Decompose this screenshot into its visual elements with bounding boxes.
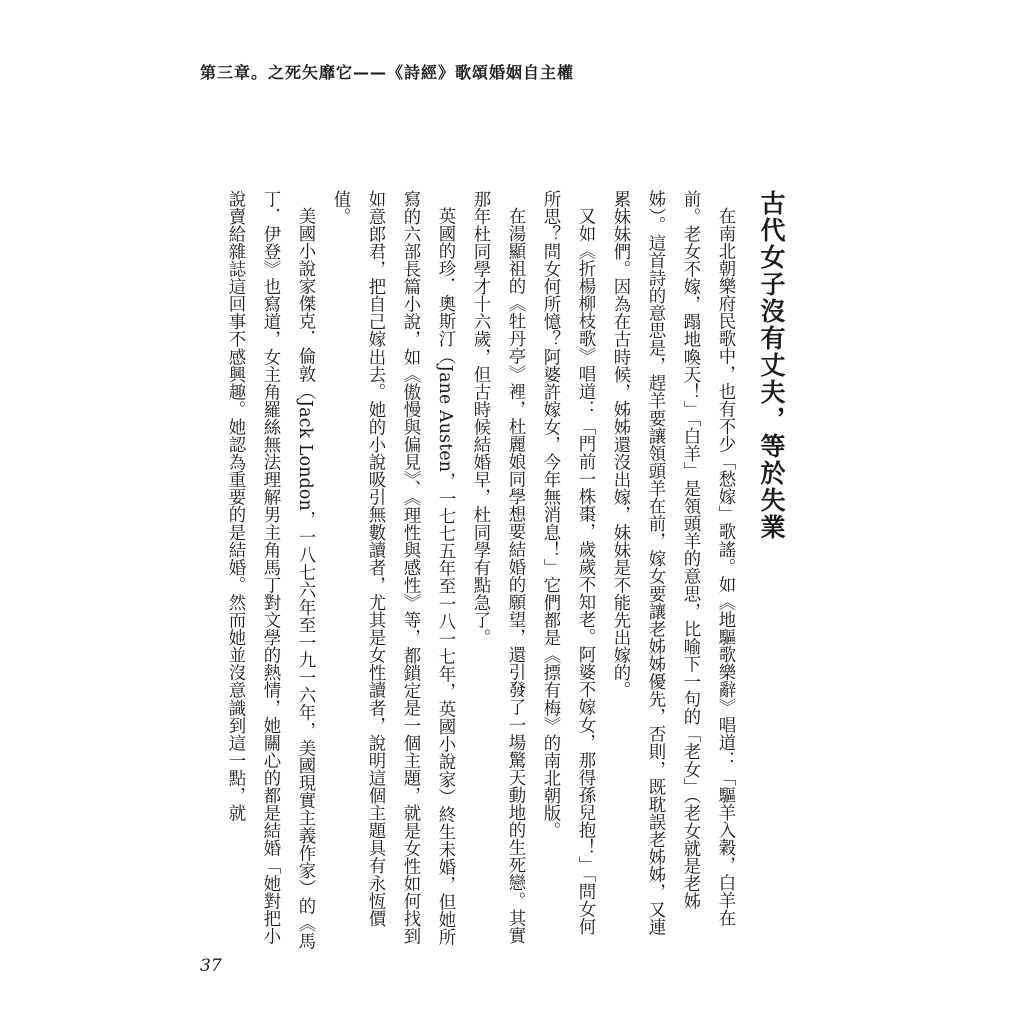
paragraph: 在南北朝樂府民歌中，也有不少「愁嫁」歌謠。如《地驅歌樂辭》唱道：「驅羊入穀，白羊在前。老女不嫁，蹋地喚天！」「白羊」是領頭羊的意思，比喻下一句的「老女」（老女就是老姊姊）。這首詩的意思是，趕羊要讓領頭羊在前，嫁女要讓老姊姊優先，否則，既耽誤老姊姊，又連累妹妹們。因為在古時候，姊姊還沒出嫁，妹妹是不能先出嫁的。 [610, 190, 735, 936]
running-head: 第三章。之死矢靡它——《詩經》歌頌婚姻自主權 [200, 63, 575, 82]
paragraph: 英國的珍．奧斯汀（Jane Austen，一七七五年至一八一七年，英國小說家）終生未婚，但她所寫的六部長篇小說，如《傲慢與偏見》、《理性與感性》等，都鎖定是一個主題，就是女性如何找到如意郎君，把自己嫁出去。她的小說吸引無數讀者，尤其是女性讀者，說明這個主題具有永恆價值。 [330, 190, 455, 947]
page-number: 37 [200, 956, 222, 976]
paragraph: 美國小說家傑克．倫敦（Jack London，一八七六年至一九一六年，美國現實主義作家）的《馬丁．伊登》也寫道，女主角羅絲無法理解男主角馬丁對文學的熱情，她關心的都是結婚「她對把小說賣給雜誌這回事不感興趣。她認為重要的是結婚。然而她並沒意識到這一點，就 [225, 190, 315, 951]
section-title: 古代女子沒有丈夫，等於失業 [757, 190, 786, 541]
paragraph: 在湯顯祖的《牡丹亭》裡，杜麗娘同學想要結婚的願望，還引發了一場驚天動地的生死戀。其實那年杜同學才十六歲，但古時候結婚早，杜同學有點急了。 [470, 190, 525, 945]
paragraph: 又如《折楊柳枝歌》唱道：「門前一株棗，歲歲不知老。阿婆不嫁女，那得孫兒抱！」「問女何所思？問女何所憶？阿婆許嫁女，今年無消息！」它們都是《摽有梅》的南北朝版。 [540, 190, 595, 936]
body-text [225, 190, 800, 951]
